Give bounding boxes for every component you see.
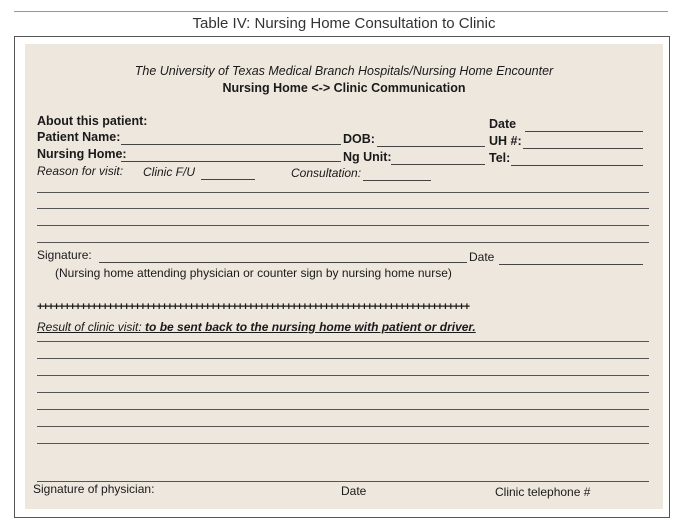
signature-note: (Nursing home attending physician or counter sign by nursing home nurse) — [55, 266, 452, 280]
form-frame — [14, 36, 670, 518]
physician-date-label: Date — [341, 484, 367, 498]
dob-label: DOB: — [343, 132, 375, 146]
patient-name-field[interactable] — [121, 144, 341, 145]
result-line[interactable] — [37, 443, 649, 444]
clinic-fu-label: Clinic F/U — [143, 165, 196, 179]
result-line[interactable] — [37, 426, 649, 427]
about-patient-label: About this patient: — [37, 114, 148, 128]
patient-name-label: Patient Name: — [37, 130, 121, 144]
result-label-prefix: Result of clinic visit: — [37, 320, 142, 334]
physician-signature-label: Signature of physician: — [33, 482, 155, 496]
result-line[interactable] — [37, 375, 649, 376]
table-caption: Table IV: Nursing Home Consultation to Clinic — [192, 15, 496, 32]
result-label-instruction: to be sent back to the nursing home with patient or driver. — [145, 320, 476, 334]
dob-field[interactable] — [377, 146, 485, 147]
nursing-home-field[interactable] — [121, 161, 341, 162]
reason-line[interactable] — [37, 225, 649, 226]
nursing-home-label: Nursing Home: — [37, 147, 127, 161]
clinic-fu-field[interactable] — [201, 179, 255, 180]
uh-number-field[interactable] — [523, 148, 643, 149]
ng-unit-label: Ng Unit: — [343, 150, 392, 164]
result-of-visit-label — [37, 320, 476, 334]
reason-line[interactable] — [37, 208, 649, 209]
top-rule — [14, 11, 668, 12]
tel-field[interactable] — [511, 165, 643, 166]
signature-date-label: Date — [469, 250, 495, 264]
result-line[interactable] — [37, 409, 649, 410]
clinic-telephone-label: Clinic telephone # — [495, 485, 591, 499]
reason-line[interactable] — [37, 242, 649, 243]
form-sheet — [25, 44, 663, 509]
reason-line[interactable] — [37, 192, 649, 193]
consultation-label: Consultation: — [291, 166, 362, 180]
consultation-field[interactable] — [363, 180, 431, 181]
result-line[interactable] — [37, 358, 649, 359]
ng-unit-field[interactable] — [391, 164, 485, 165]
form-header-title: Nursing Home <-> Clinic Communication — [222, 81, 466, 95]
form-header-institution: The University of Texas Medical Branch Hospitals/Nursing Home Encounter — [134, 64, 554, 78]
date-label: Date — [489, 117, 517, 131]
signature-field[interactable] — [99, 262, 467, 263]
signature-date-field[interactable] — [499, 264, 643, 265]
tel-label: Tel: — [489, 151, 511, 165]
result-line[interactable] — [37, 392, 649, 393]
separator-row: ++++++++++++++++++++++++++++++++++++++++++++++++++++++++++++++++++++++++++++++++ — [37, 302, 470, 314]
date-field[interactable] — [525, 131, 643, 132]
signature-label: Signature: — [37, 248, 92, 262]
uh-number-label: UH #: — [489, 134, 522, 148]
result-line[interactable] — [37, 341, 649, 342]
reason-for-visit-label: Reason for visit: — [37, 164, 124, 178]
